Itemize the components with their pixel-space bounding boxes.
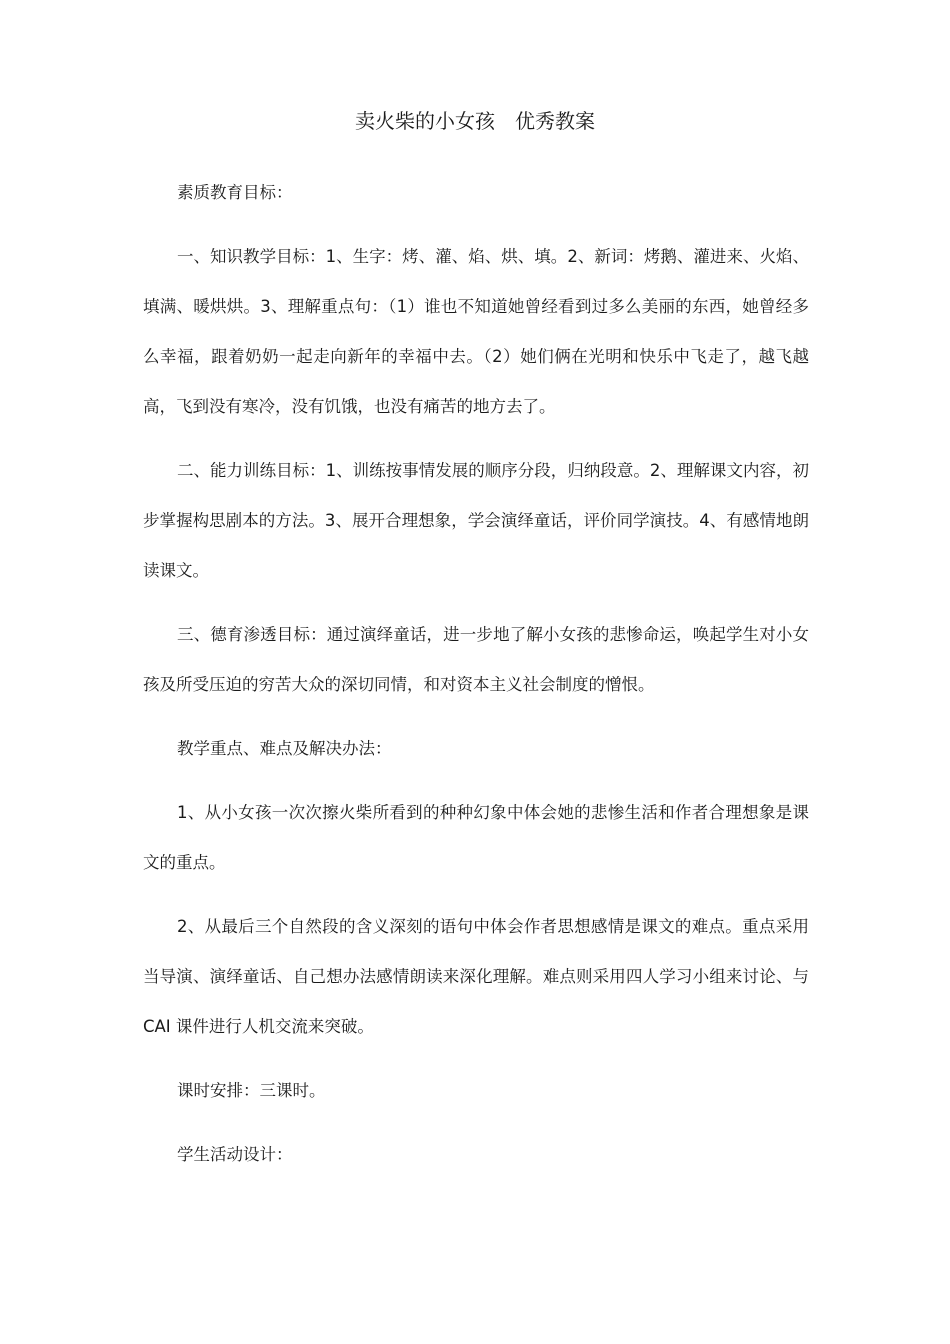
paragraph-moral-goals: 三、德育渗透目标：通过演绎童话，进一步地了解小女孩的悲惨命运，唤起学生对小女孩及所受压迫的穷苦大众的深切同情，和对资本主义社会制度的憎恨。 (143, 625, 809, 694)
paragraph-student-activities-heading: 学生活动设计： (177, 1145, 293, 1164)
document-body (143, 168, 809, 1180)
paragraph-key-point-2: 2、从最后三个自然段的含义深刻的语句中体会作者思想感情是课文的难点。重点采用当导演、演绎童话、自己想办法感情朗读来深化理解。难点则采用四人学习小组来讨论、与 CAI 课件进行人机交流来突破。 (143, 917, 809, 1036)
paragraph-ability-goals: 二、能力训练目标：1、训练按事情发展的顺序分段，归纳段意。2、理解课文内容，初步掌握构思剧本的方法。3、展开合理想象，学会演绎童话，评价同学演技。4、有感情地朗读课文。 (143, 461, 809, 580)
paragraph-class-schedule: 课时安排：三课时。 (177, 1081, 326, 1100)
paragraph-knowledge-goals: 一、知识教学目标：1、生字：烤、灌、焰、烘、填。2、新词：烤鹅、灌进来、火焰、填满、暖烘烘。3、理解重点句：（1）谁也不知道她曾经看到过多么美丽的东西，她曾经多么幸福，跟着奶奶一起走向新年的幸福中去。（2）她们俩在光明和快乐中飞走了，越飞越高，飞到没有寒冷，没有饥饿，也没有痛苦的地方去了。 (143, 247, 809, 416)
paragraph-key-point-1: 1、从小女孩一次次擦火柴所看到的种种幻象中体会她的悲惨生活和作者合理想象是课文的重点。 (143, 803, 809, 872)
paragraph-key-points-heading: 教学重点、难点及解决办法： (177, 739, 392, 758)
document-title: 卖火柴的小女孩 优秀教案 (355, 109, 595, 133)
paragraph-quality-goals-heading: 素质教育目标： (177, 183, 293, 202)
